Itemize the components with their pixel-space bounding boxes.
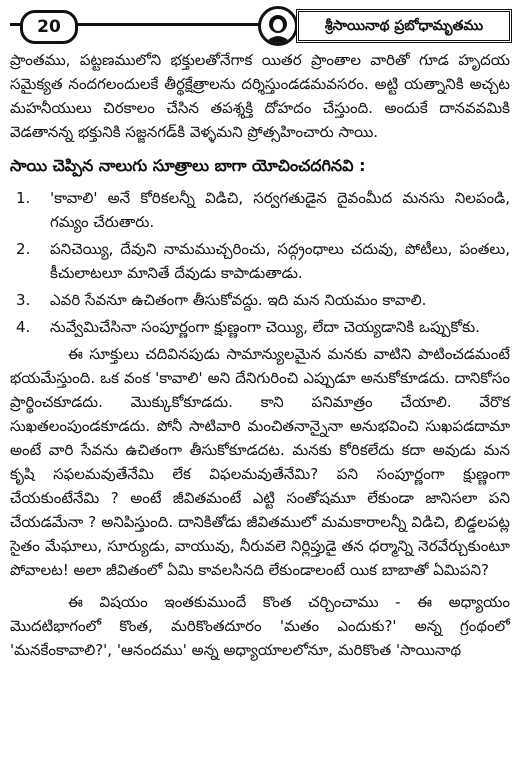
paragraph-intro: ప్రాంతము, పట్టణములోని భక్తులతోనేగాక యితర ప్రాంతాల వారితో గూడ హృదయ సమైక్యత నందగలందులకే తీర్థక్షేత్రాలను దర్శిస్తుండడమవసరం. అట్టి యత్నానికి అచ్చట మహనీయులు చిరకాలం చేసిన తపశ్శక్తి దోహదం చేస్తుంది. అందుకే దానవవమికి వెడతానన్న భక్తునికి సజ్జనగడ్‌కి వెళ్ళమని ప్రోత్సహించారు సాయి. (10, 51, 510, 141)
saint-portrait-icon (258, 6, 298, 46)
list-text: 'కావాలి' అనే కోరికలన్నీ విడిచి, సర్వగతుడైన దైవంమీద మనసు నిలపండి, గమ్యం చేరుతారు. (50, 189, 510, 231)
list-item (10, 315, 510, 339)
page-number: 20 (20, 10, 78, 44)
book-title: శ్రీసాయినాథ ప్రబోధామృతము (296, 9, 512, 43)
paragraph-gap (10, 582, 510, 590)
list-item (10, 186, 510, 234)
list-text: ఎవరి సేవనూ ఉచితంగా తీసుకోవద్దు. ఇది మన నియమం కావాలి. (50, 291, 427, 309)
page-header (10, 6, 512, 42)
list-text: నువ్వేమిచేసినా సంపూర్ణంగా క్షుణ్ణంగా చెయ్యి, లేదా చెయ్యడానికి ఒప్పుకోకు. (50, 318, 480, 336)
list-text: పనిచెయ్యి, దేవుని నామముచ్చరించు, సద్గ్రంధాలు చదువు, పోటీలు, పంతలు, కీచులాటలూ మానితే దేవుడు కాపాడుతాడు. (50, 240, 510, 282)
paragraph-closing: ఈ విషయం ఇంతకుముందే కొంత చర్చించాము - ఈ అధ్యాయం మొదటిభాగంలో కొంత, మరికొంతదూరం 'మతం ఎందుకు?' అన్న గ్రంథంలో 'మనకేంకావాలి?', 'ఆనందము' అన్న అధ్యాయాలలోనూ, మరికొంత 'సాయినాథ (10, 593, 510, 659)
list-item (10, 237, 510, 285)
list-number: 3. (16, 291, 31, 309)
paragraph-body: ఈ సూక్తులు చదివినపుడు సామాన్యులమైన మనకు వాటిని పాటించడమంటే భయమేస్తుంది. ఒక వంక 'కావాలి' అని దేనిగురించి ఎప్పుడూ అనుకోకూడదు. దానికోసం ప్రార్థించకూడదు. మొక్కుకోకూడదు. కాని పనిమాత్రం చేయాలి. వేరొక సుఖతలంపుండకూడదు. పోనీ సాటివారి మంచితనాన్నైనా అనుభవించి సుఖపడదామా అంటే వారి సేవను ఉచితంగా తీసుకోకూడదట. మనకు కోరికలేదు కదా అవుడు మన కృషి సఫలమవుతేనేమి లేక విఫలమవుతేనేమి? పని సంపూర్ణంగా క్షుణ్ణంగా చేయకుంటేనేమి ? అంటే జీవితమంటే ఎట్టి సంతోషమూ లేకుండా జానిసలా పని చేయడమేనా ? అనిపిస్తుంది. దానికితోడు జీవితములో మమకారాలన్నీ విడిచి, బిడ్డలపట్ల సైతం మేఘాలు, సూర్యుడు, వాయువు, నీరువలె నిర్లిప్తుడై తన ధర్మాన్ని నెరవేర్చుకుంటూ పోవాలట! అలా జీవితంలో ఏమి కావలసినది లేకుండాలంటే యిక బాబాతో ఏమిపని? (10, 345, 510, 579)
section-heading: సాయి చెప్పిన నాలుగు సూత్రాలు బాగా యోచించదగినవి : (10, 156, 366, 175)
page-body (10, 48, 510, 662)
list-number: 4. (16, 318, 31, 336)
list-number: 1. (16, 189, 31, 207)
list-number: 2. (16, 240, 31, 258)
list-item (10, 288, 510, 312)
